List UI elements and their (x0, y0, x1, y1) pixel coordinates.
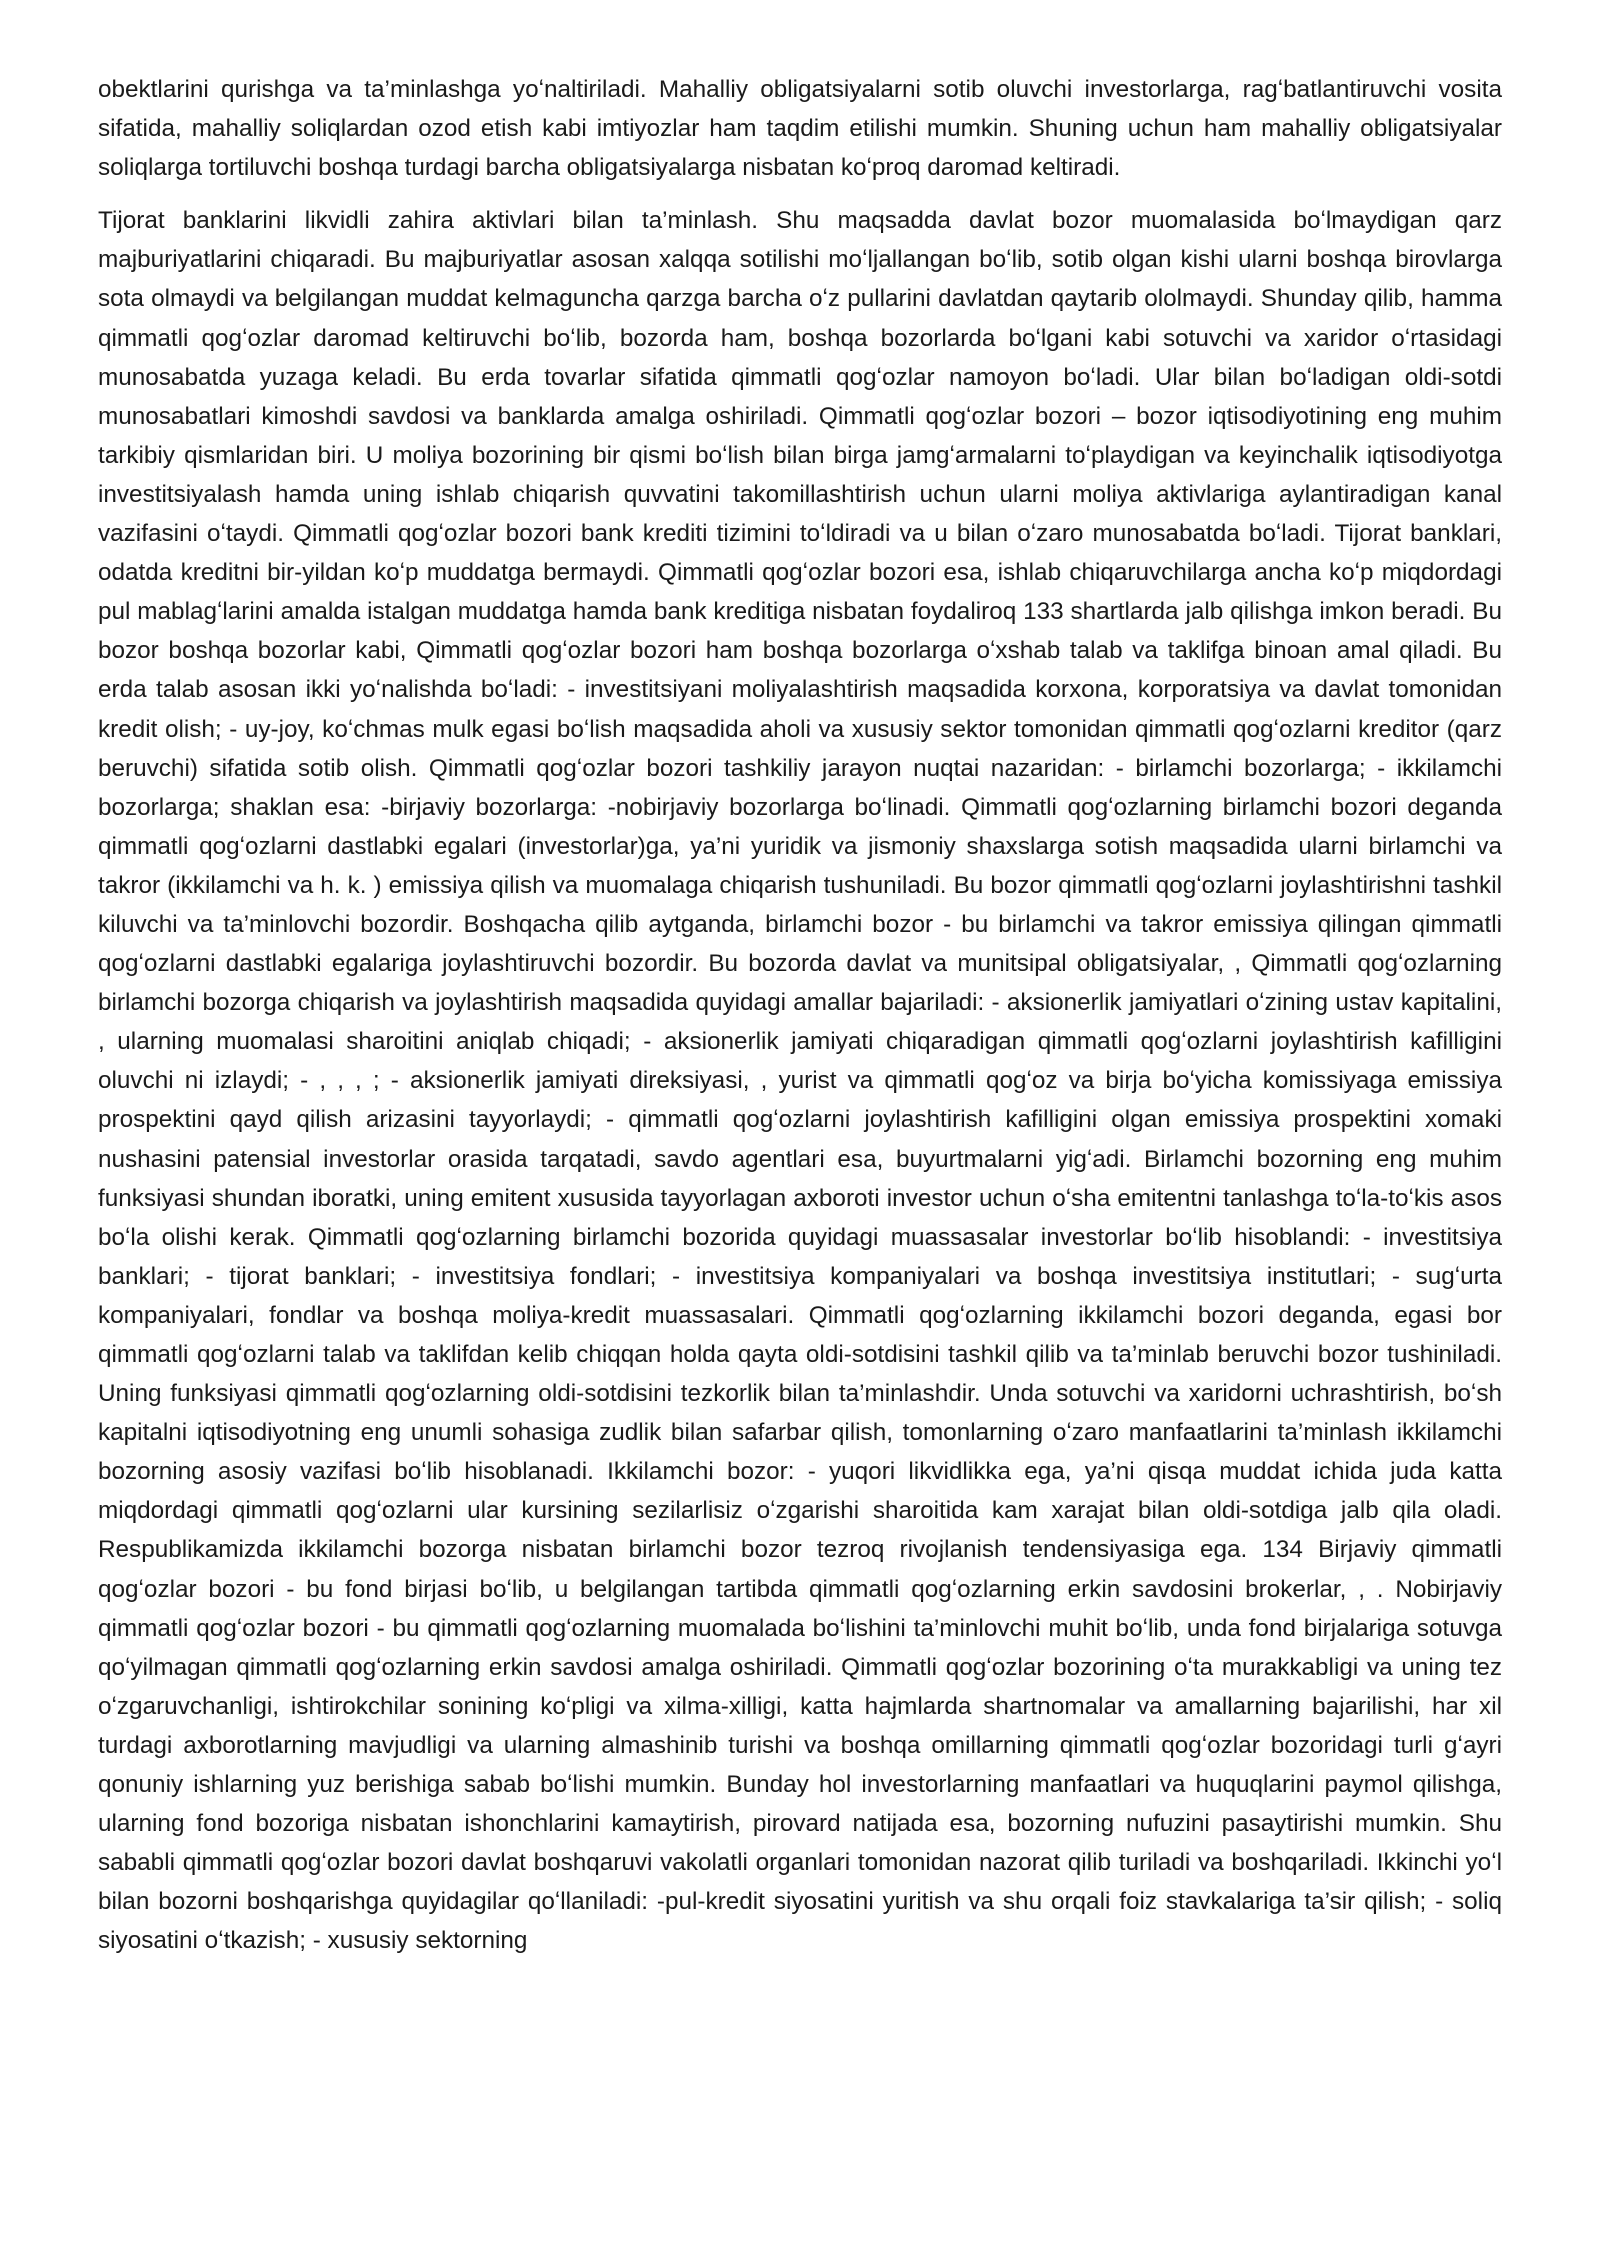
paragraph-2: Tijorat banklarini likvidli zahira aktivlari bilan ta’minlash. Shu maqsadda davlat bozor muomalasida boʻlmaydigan qarz majburiyatlarini chiqaradi. Bu majburiyatlar asosan xalqqa sotilishi moʻljallangan boʻlib, sotib olgan kishi ularni boshqa birovlarga sota olmaydi va belgilangan muddat kelmaguncha qarzga barcha oʻz pullarini davlatdan qaytarib ololmaydi. Shunday qilib, hamma qimmatli qogʻozlar daromad keltiruvchi boʻlib, bozorda ham, boshqa bozorlarda boʻlgani kabi sotuvchi va xaridor oʻrtasidagi munosabatda yuzaga keladi. Bu erda tovarlar sifatida qimmatli qogʻozlar namoyon boʻladi. Ular bilan boʻladigan oldi-sotdi munosabatlari kimoshdi savdosi va banklarda amalga oshiriladi. Qimmatli qogʻozlar bozori – bozor iqtisodiyotining eng muhim tarkibiy qismlaridan biri. U moliya bozorining bir qismi boʻlish bilan birga jamgʻarmalarni toʻplaydigan va keyinchalik iqtisodiyotga investitsiyalash hamda uning ishlab chiqarish quvvatini takomillashtirish uchun ularni moliya aktivlariga aylantiradigan kanal vazifasini oʻtaydi. Qimmatli qogʻozlar bozori bank krediti tizimini toʻldiradi va u bilan oʻzaro munosabatda boʻladi. Tijorat banklari, odatda kreditni bir-yildan koʻp muddatga bermaydi. Qimmatli qogʻozlar bozori esa, ishlab chiqaruvchilarga ancha koʻp miqdordagi pul mablagʻlarini amalda istalgan muddatga hamda bank kreditiga nisbatan foydaliroq 133 shartlarda jalb qilishga imkon beradi. Bu bozor boshqa bozorlar kabi, Qimmatli qogʻozlar bozori ham boshqa bozorlarga oʻxshab talab va taklifga binoan amal qiladi. Bu erda talab asosan ikki yoʻnalishda boʻladi: - investitsiyani moliyalashtirish maqsadida korxona, korporatsiya va davlat tomonidan kredit olish; - uy-joy, koʻchmas mulk egasi boʻlish maqsadida aholi va xususiy sektor tomonidan qimmatli qogʻozlarni kreditor (qarz beruvchi) sifatida sotib olish. Qimmatli qogʻozlar bozori tashkiliy jarayon nuqtai nazaridan: - birlamchi bozorlarga; - ikkilamchi bozorlarga; shaklan esa: -birjaviy bozorlarga: -nobirjaviy bozorlarga boʻlinadi. Qimmatli qogʻozlarning birlamchi bozori deganda qimmatli qogʻozlarni dastlabki egalari (investorlar)ga, ya’ni yuridik va jismoniy shaxslarga sotish maqsadida ularni birlamchi va takror (ikkilamchi va h. k. ) emissiya qilish va muomalaga chiqarish tushuniladi. Bu bozor qimmatli qogʻozlarni joylashtirishni tashkil kiluvchi va ta’minlovchi bozordir. Boshqacha qilib aytganda, birlamchi bozor - bu birlamchi va takror emissiya qilingan qimmatli qogʻozlarni dastlabki egalariga joylashtiruvchi bozordir. Bu bozorda davlat va munitsipal obligatsiyalar, , Qimmatli qogʻozlarning birlamchi bozorga chiqarish va joylashtirish maqsadida quyidagi amallar bajariladi: - aksionerlik jamiyatlari oʻzining ustav kapitalini, , ularning muomalasi sharoitini aniqlab chiqadi; - aksionerlik jamiyati chiqaradigan qimmatli qogʻozlarni joylashtirish kafilligini oluvchi ni izlaydi; - , , , ; - aksionerlik jamiyati direksiyasi, , yurist va qimmatli qogʻoz va birja boʻyicha komissiyaga emissiya prospektini qayd qilish arizasini tayyorlaydi; - qimmatli qogʻozlarni joylashtirish kafilligini olgan emissiya prospektini xomaki nushasini patensial investorlar orasida tarqatadi, savdo agentlari esa, buyurtmalarni yigʻadi. Birlamchi bozorning eng muhim funksiyasi shundan iboratki, uning emitent xususida tayyorlagan axboroti investor uchun oʻsha emitentni tanlashga toʻla-toʻkis asos boʻla olishi kerak. Qimmatli qogʻozlarning birlamchi bozorida quyidagi muassasalar investorlar boʻlib hisoblandi: - investitsiya banklari; - tijorat banklari; - investitsiya fondlari; - investitsiya kompaniyalari va boshqa investitsiya institutlari; - sugʻurta kompaniyalari, fondlar va boshqa moliya-kredit muassasalari. Qimmatli qogʻozlarning ikkilamchi bozori deganda, egasi bor qimmatli qogʻozlarni talab va taklifdan kelib chiqqan holda qayta oldi-sotdisini tashkil qilib va ta’minlab beruvchi bozor tushiniladi. Uning funksiyasi qimmatli qogʻozlarning oldi-sotdisini tezkorlik bilan ta’minlashdir. Unda sotuvchi va xaridorni uchrashtirish, boʻsh kapitalni iqtisodiyotning eng unumli sohasiga zudlik bilan safarbar qilish, tomonlarning oʻzaro manfaatlarini ta’minlash ikkilamchi bozorning asosiy vazifasi boʻlib hisoblanadi. Ikkilamchi bozor: - yuqori likvidlikka ega, ya’ni qisqa muddat ichida juda katta miqdordagi qimmatli qogʻozlarni ular kursining sezilarlisiz oʻzgarishi sharoitida kam xarajat bilan oldi-sotdiga jalb qila oladi. Respublikamizda ikkilamchi bozorga nisbatan birlamchi bozor tezroq rivojlanish tendensiyasiga ega. 134 Birjaviy qimmatli qogʻozlar bozori - bu fond birjasi boʻlib, u belgilangan tartibda qimmatli qogʻozlarning erkin savdosini brokerlar, , . Nobirjaviy qimmatli qogʻozlar bozori - bu qimmatli qogʻozlarning muomalada boʻlishini ta’minlovchi muhit boʻlib, unda fond birjalariga sotuvga qoʻyilmagan qimmatli qogʻozlarning erkin savdosi amalga oshiriladi. Qimmatli qogʻozlar bozorining oʻta murakkabligi va uning tez oʻzgaruvchanligi, ishtirokchilar sonining koʻpligi va xilma-xilligi, katta hajmlarda shartnomalar va amallarning bajarilishi, har xil turdagi axborotlarning mavjudligi va ularning almashinib turishi va boshqa omillarning qimmatli qogʻozlar bozoridagi turli gʻayri qonuniy ishlarning yuz berishiga sabab boʻlishi mumkin. Bunday hol investorlarning manfaatlari va huquqlarini paymol qilishga, ularning fond bozoriga nisbatan ishonchlarini kamaytirish, pirovard natijada esa, bozorning nufuzini pasaytirishi mumkin. Shu sababli qimmatli qogʻozlar bozori davlat boshqaruvi vakolatli organlari tomonidan nazorat qilib turiladi va boshqariladi. Ikkinchi yoʻl bilan bozorni boshqarishga quyidagilar qoʻllaniladi: -pul-kredit siyosatini yuritish va shu orqali foiz stavkalariga ta’sir qilish; - soliq siyosatini oʻtkazish; - xususiy sektorning (98, 207, 1502, 1955)
paragraph-1: obektlarini qurishga va ta’minlashga yoʻnaltiriladi. Mahalliy obligatsiyalarni sotib oluvchi investorlarga, ragʻbatlantiruvchi vosita sifatida, mahalliy soliqlardan ozod etish kabi imtiyozlar ham taqdim etilishi mumkin. Shuning uchun ham mahalliy obligatsiyalar soliqlarga tortiluvchi boshqa turdagi barcha obligatsiyalarga nisbatan koʻproq daromad keltiradi. (98, 76, 1502, 182)
